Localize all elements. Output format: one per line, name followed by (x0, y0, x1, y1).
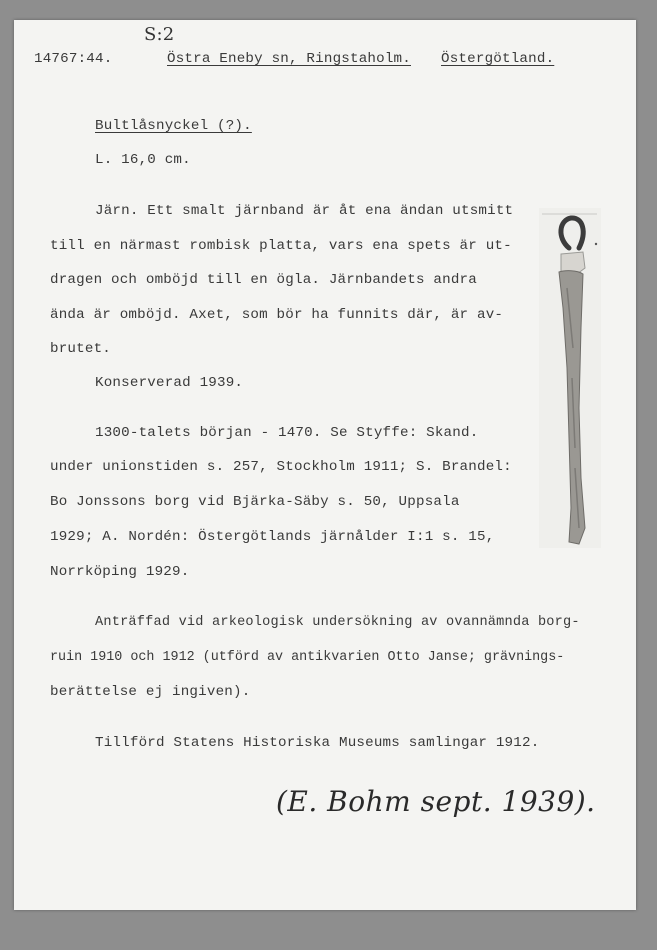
description-line: ända är omböjd. Axet, som bör ha funnits där, är av- (50, 307, 504, 323)
object-name: Bultlåsnyckel (?). (95, 118, 252, 134)
find-circumstances-line: ruin 1910 och 1912 (utförd av antikvarien Otto Janse; grävnings- (50, 650, 565, 665)
find-circumstances-line: berättelse ej ingiven). (50, 684, 251, 700)
dating-line: under unionstiden s. 257, Stockholm 1911; S. Brandel: (50, 459, 512, 475)
dating-line: Bo Jonssons borg vid Bjärka-Säby s. 50, Uppsala (50, 494, 460, 510)
description-line: Järn. Ett smalt järnband är åt ena ändan utsmitt (95, 203, 514, 219)
description-line: till en närmast rombisk platta, vars ena spets är ut- (50, 238, 512, 254)
inventory-number: 14767:44. (34, 51, 113, 67)
object-length: L. 16,0 cm. (95, 152, 191, 168)
catalog-card (14, 20, 636, 910)
description-line: brutet. (50, 341, 111, 357)
find-region: Östergötland. (441, 51, 555, 67)
description-line: dragen och omböjd till en ögla. Järnbandets andra (50, 272, 477, 288)
acquisition-note: Tillförd Statens Historiska Museums samlingar 1912. (95, 735, 540, 751)
dating-line: 1300-talets början - 1470. Se Styffe: Skand. (95, 425, 479, 441)
dating-line: Norrköping 1929. (50, 564, 190, 580)
signature: (E. Bohm sept. 1939). (276, 785, 596, 818)
conservation-note: Konserverad 1939. (95, 375, 244, 391)
find-location: Östra Eneby sn, Ringstaholm. (167, 51, 411, 67)
key-photo (539, 208, 601, 548)
dating-line: 1929; A. Nordén: Östergötlands järnålder I:1 s. 15, (50, 529, 495, 545)
find-circumstances-line: Anträffad vid arkeologisk undersökning av ovannämnda borg- (95, 615, 580, 630)
top-handwritten-note: S:2 (144, 24, 175, 45)
